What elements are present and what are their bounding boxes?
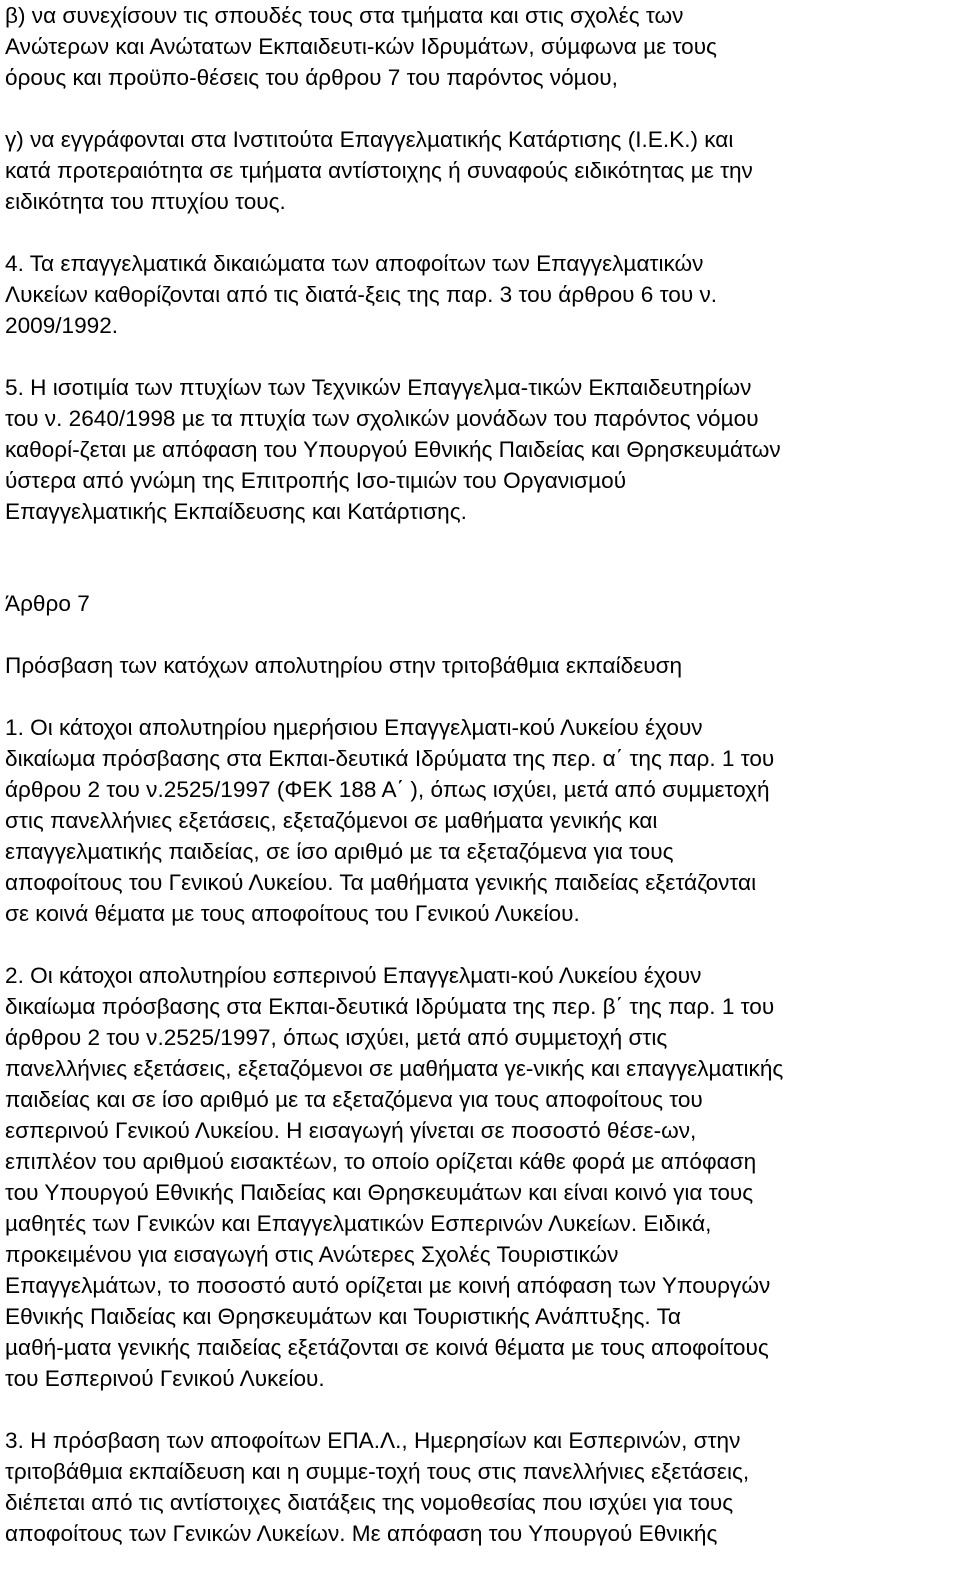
document-page (5, 0, 955, 1549)
paragraph-spacer (5, 341, 955, 372)
list-item-b (5, 0, 955, 93)
text-line: του ν. 2640/1998 µε τα πτυχία των σχολικών µονάδων του παρόντος νόµου (5, 406, 759, 431)
text-line: Εθνικής Παιδείας και Θρησκευµάτων και Τουριστικής Ανάπτυξης. Τα (5, 1304, 681, 1329)
text-line: ύστερα από γνώµη της Επιτροπής Ισο-τιµιών του Οργανισµού (5, 468, 627, 493)
text-line: αποφοίτους των Γενικών Λυκείων. Με απόφαση του Υπουργού Εθνικής (5, 1521, 718, 1546)
text-line: προκειµένου για εισαγωγή στις Ανώτερες Σχολές Τουριστικών (5, 1242, 619, 1267)
text-line: εσπερινού Γενικού Λυκείου. Η εισαγωγή γίνεται σε ποσοστό θέσε-ων, (5, 1118, 697, 1143)
list-item-c (5, 124, 955, 217)
text-line: του Υπουργού Εθνικής Παιδείας και Θρησκευµάτων και είναι κοινό για τους (5, 1180, 754, 1205)
text-line: άρθρου 2 του ν.2525/1997, όπως ισχύει, µετά από συµµετοχή στις (5, 1025, 668, 1050)
text-line: 4. Τα επαγγελµατικά δικαιώµατα των αποφοίτων των Επαγγελµατικών (5, 251, 704, 276)
paragraph-spacer (5, 217, 955, 248)
section-spacer (5, 527, 955, 588)
paragraph-spacer (5, 93, 955, 124)
text-line: 5. Η ισοτιµία των πτυχίων των Τεχνικών Επαγγελµα-τικών Εκπαιδευτηρίων (5, 375, 752, 400)
paragraph-spacer (5, 619, 955, 650)
text-line: ειδικότητα του πτυχίου τους. (5, 189, 286, 214)
text-line: γ) να εγγράφονται στα Ινστιτούτα Επαγγελµατικής Κατάρτισης (Ι.Ε.Κ.) και (5, 127, 734, 152)
text-line: κατά προτεραιότητα σε τµήµατα αντίστοιχης ή συναφούς ειδικότητας µε την (5, 158, 753, 183)
text-line: 1. Οι κάτοχοι απολυτηρίου ηµερήσιου Επαγγελµατι-κού Λυκείου έχουν (5, 715, 703, 740)
text-line: Λυκείων καθορίζονται από τις διατά-ξεις της παρ. 3 του άρθρου 6 του ν. (5, 282, 718, 307)
text-line: δικαίωµα πρόσβασης στα Εκπαι-δευτικά Ιδρύµατα της περ. α΄ της παρ. 1 του (5, 746, 775, 771)
article-title (5, 650, 955, 681)
text-line: µαθή-µατα γενικής παιδείας εξετάζονται σε κοινά θέµατα µε τους αποφοίτους (5, 1335, 769, 1360)
text-line: του Εσπερινού Γενικού Λυκείου. (5, 1366, 325, 1391)
text-line: Επαγγελµατικής Εκπαίδευσης και Κατάρτισης. (5, 499, 467, 524)
text-line: δικαίωµα πρόσβασης στα Εκπαι-δευτικά Ιδρύµατα της περ. β΄ της παρ. 1 του (5, 994, 775, 1019)
paragraph-5 (5, 372, 955, 527)
text-line: επαγγελµατικής παιδείας, σε ίσο αριθµό µε τα εξεταζόµενα για τους (5, 839, 674, 864)
text-line: 2. Οι κάτοχοι απολυτηρίου εσπερινού Επαγγελµατι-κού Λυκείου έχουν (5, 963, 702, 988)
text-line: αποφοίτους του Γενικού Λυκείου. Τα µαθήµατα γενικής παιδείας εξετάζονται (5, 870, 757, 895)
paragraph-spacer (5, 681, 955, 712)
article-title-text: Πρόσβαση των κατόχων απολυτηρίου στην τριτοβάθµια εκπαίδευση (5, 653, 683, 678)
text-line: τριτοβάθµια εκπαίδευση και η συµµε-τοχή τους στις πανελλήνιες εξετάσεις, (5, 1459, 750, 1484)
text-line: 3. Η πρόσβαση των αποφοίτων ΕΠΑ.Λ., Ηµερησίων και Εσπερινών, στην (5, 1428, 741, 1453)
article-number: Άρθρο 7 (5, 591, 90, 616)
text-line: Ανώτερων και Ανώτατων Εκπαιδευτι-κών Ιδρυµάτων, σύµφωνα µε τους (5, 34, 717, 59)
paragraph-spacer (5, 1394, 955, 1425)
paragraph-4 (5, 248, 955, 341)
text-line: καθορί-ζεται µε απόφαση του Υπουργού Εθνικής Παιδείας και Θρησκευµάτων (5, 437, 781, 462)
text-line: πανελλήνιες εξετάσεις, εξεταζόµενοι σε µαθήµατα γε-νικής και επαγγελµατικής (5, 1056, 784, 1081)
text-line: 2009/1992. (5, 313, 119, 338)
text-line: µαθητές των Γενικών και Επαγγελµατικών Εσπερινών Λυκείων. Ειδικά, (5, 1211, 712, 1236)
article-heading (5, 588, 955, 619)
text-line: όρους και προϋπο-θέσεις του άρθρου 7 του παρόντος νόµου, (5, 65, 618, 90)
article-7-paragraph-3 (5, 1425, 955, 1549)
text-line: παιδείας και σε ίσο αριθµό µε τα εξεταζόµενα για τους αποφοίτους του (5, 1087, 703, 1112)
text-line: επιπλέον του αριθµού εισακτέων, το οποίο ορίζεται κάθε φορά µε απόφαση (5, 1149, 757, 1174)
text-line: β) να συνεχίσουν τις σπουδές τους στα τµήµατα και στις σχολές των (5, 3, 684, 28)
article-7-paragraph-2 (5, 960, 955, 1394)
text-line: Επαγγελµάτων, το ποσοστό αυτό ορίζεται µε κοινή απόφαση των Υπουργών (5, 1273, 771, 1298)
text-line: στις πανελλήνιες εξετάσεις, εξεταζόµενοι σε µαθήµατα γενικής και (5, 808, 658, 833)
text-line: διέπεται από τις αντίστοιχες διατάξεις της νοµοθεσίας που ισχύει για τους (5, 1490, 734, 1515)
paragraph-spacer (5, 929, 955, 960)
text-line: σε κοινά θέµατα µε τους αποφοίτους του Γενικού Λυκείου. (5, 901, 580, 926)
article-7-paragraph-1 (5, 712, 955, 929)
text-line: άρθρου 2 του ν.2525/1997 (ΦΕΚ 188 Α΄ ), όπως ισχύει, µετά από συµµετοχή (5, 777, 770, 802)
